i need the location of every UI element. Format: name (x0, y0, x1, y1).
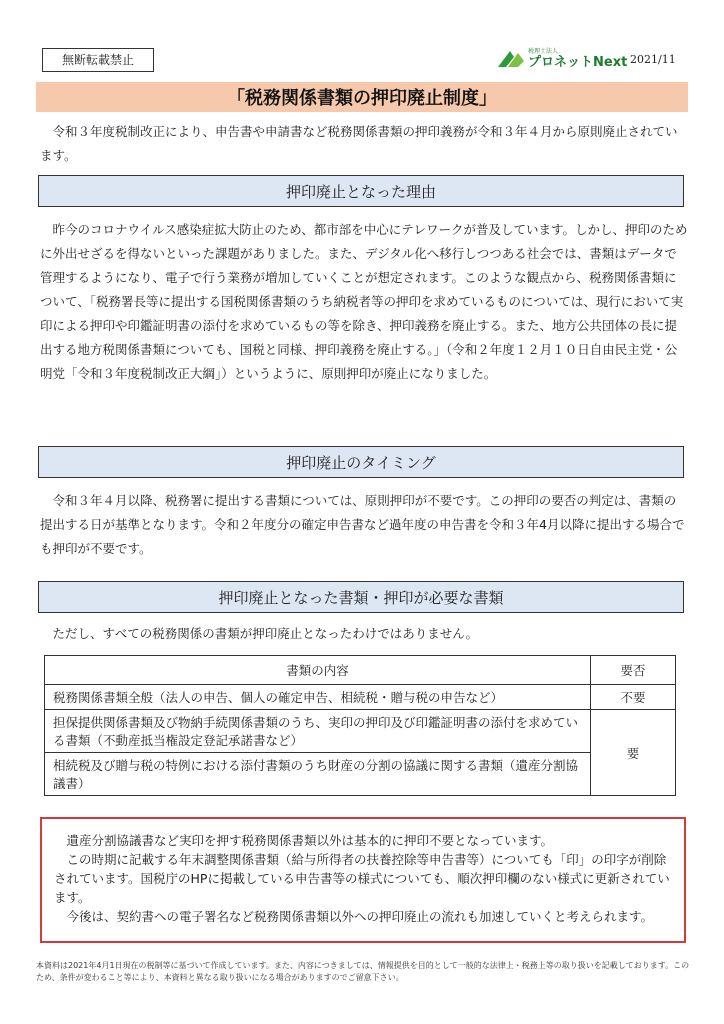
seal-requirement-table (44, 655, 676, 796)
notice-line: 今後は、契約書への電子署名など税務関係書類以外への押印廃止の流れも加速していくと考えられます。 (54, 909, 654, 924)
logo-subtitle: 税理士法人 (528, 48, 559, 55)
table-row (45, 753, 676, 796)
row-content: 担保提供関係書類及び物納手続関係書類のうち、実印の押印及び印鑑証明書の添付を求めている書類（不動産抵当権設定登記承諾書など） (45, 710, 591, 753)
header-content: 書類の内容 (45, 656, 591, 685)
row-need: 不要 (591, 685, 676, 710)
section-heading-reason: 押印廃止となった理由 (38, 175, 684, 207)
logo-mark-icon (496, 47, 526, 71)
table-header-row (45, 656, 676, 685)
row-need-merged: 要 (591, 710, 676, 796)
row-content: 相続税及び贈与税の特例における添付書類のうち財産の分割の協議に関する書類（遺産分割協議書） (45, 753, 591, 796)
page-title: 「税務関係書類の押印廃止制度」 (227, 88, 497, 109)
reason-paragraph: 昨今のコロナウイルス感染症拡大防止のため、都市部を中心にテレワークが普及しています。しかし、押印のために外出せざるを得ないといった課題がありました。また、デジタル化へ移行しつつある社会では、書類はデータで管理するようになり、電子で行う業務が増加していくことが想定されます。このような観点から、税務関係書類について、「税務署長等に提出する国税関係書類のうち納税者等の押印を求めているものについては、現行において実印による押印や印鑑証明書の添付を求めているもの等を除き、押印義務を廃止する。また、地方公共団体の長に提出する地方税関係書類についても、国税と同様、押印義務を廃止する。」（令和２年度１２月１０日自由民主党・公明党「令和３年度税制改正大綱」）というように、原則押印が廃止になりました。 (40, 222, 688, 381)
intro-paragraph: 令和３年度税制改正により、申告書や申請書など税務関係書類の押印義務が令和３年４月から原則廃止されています。 (40, 124, 678, 163)
notice-line: この時期に記載する年末調整関係書類（給与所得者の扶養控除等申告書等）についても「印」の印字が削除されています。国税庁のHPに掲載している申告書等の様式についても、順次押印欄のない様式に更新されています。 (54, 852, 670, 905)
header-need: 要否 (591, 656, 676, 685)
timing-paragraph: 令和３年４月以降、税務署に提出する書類については、原則押印が不要です。この押印の要否の判定は、書類の提出する日が基準となります。令和２年度分の確定申告書など過年度の申告書を令和３年4月以降に提出する場合でも押印が不要です。 (40, 493, 685, 556)
notice-box (40, 817, 686, 943)
company-logo (496, 44, 627, 74)
documents-paragraph: ただし、すべての税務関係の書類が押印廃止となったわけではありません。 (40, 626, 479, 641)
page-header (0, 0, 724, 80)
notice-line: 遺産分割協議書など実印を押す税務関係書類以外は基本的に押印不要となっています。 (54, 833, 554, 848)
section-heading-timing: 押印廃止のタイミング (38, 446, 684, 478)
disclaimer-footnote: 本資料は2021年4月1日現在の税制等に基づいて作成しています。また、内容につきましては、情報提供を目的として一般的な法律上・税務上等の取り扱いを記載しております。このため、条件が変わること等により、本資料と異なる取り扱いになる場合がありますのでご留意下さい。 (36, 961, 690, 982)
document-date: 2021/11 (630, 53, 676, 66)
title-banner (36, 82, 688, 112)
table-row (45, 710, 676, 753)
logo-name: プロネットNext (528, 55, 628, 70)
no-reprint-stamp: 無断転載禁止 (42, 48, 154, 72)
section-heading-documents: 押印廃止となった書類・押印が必要な書類 (38, 581, 684, 613)
table-row (45, 685, 676, 710)
row-content: 税務関係書類全般（法人の申告、個人の確定申告、相続税・贈与税の申告など） (45, 685, 591, 710)
